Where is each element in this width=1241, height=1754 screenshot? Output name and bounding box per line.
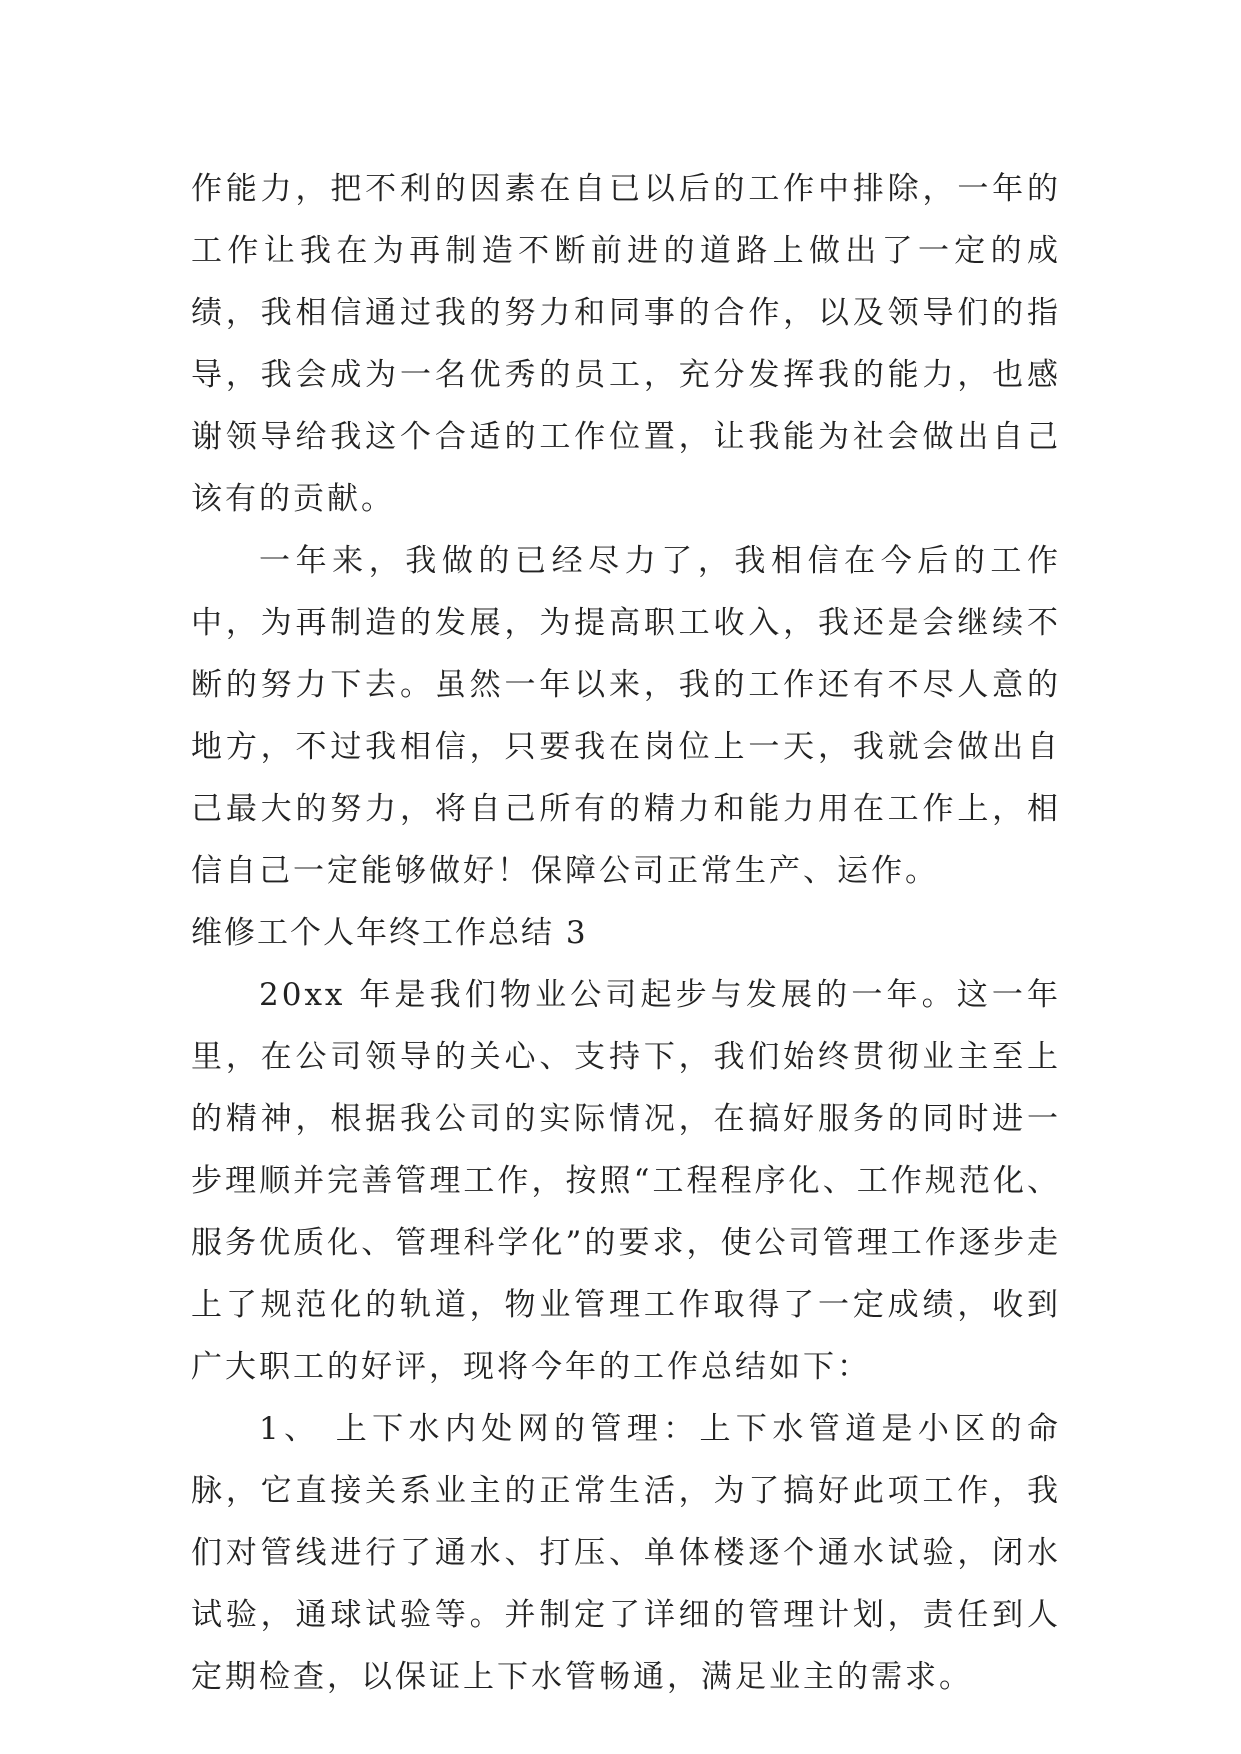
section-heading: 维修工个人年终工作总结 3: [191, 915, 588, 951]
document-body: [191, 158, 1061, 1708]
paragraph-effort: 一年来，我做的已经尽力了，我相信在今后的工作中，为再制造的发展，为提高职工收入，我还是会继续不断的努力下去。虽然一年以来，我的工作还有不尽人意的地方，不过我相信，只要我在岗位上一天，我就会做出自己最大的努力，将自己所有的精力和能力用在工作上，相信自己一定能够做好！保障公司正常生产、运作。: [191, 543, 1061, 889]
paragraph-continuation: 作能力，把不利的因素在自已以后的工作中排除，一年的工作让我在为再制造不断前进的道路上做出了一定的成绩，我相信通过我的努力和同事的合作，以及领导们的指导，我会成为一名优秀的员工，充分发挥我的能力，也感谢领导给我这个合适的工作位置，让我能为社会做出自己该有的贡献。: [191, 171, 1061, 517]
paragraph-item-1: 1、 上下水内处网的管理：上下水管道是小区的命脉，它直接关系业主的正常生活，为了搞好此项工作，我们对管线进行了通水、打压、单体楼逐个通水试验，闭水试验，通球试验等。并制定了详细的管理计划，责任到人定期检查，以保证上下水管畅通，满足业主的需求。: [191, 1411, 1061, 1695]
paragraph-intro: 20xx 年是我们物业公司起步与发展的一年。这一年里，在公司领导的关心、支持下，我们始终贯彻业主至上的精神，根据我公司的实际情况，在搞好服务的同时进一步理顺并完善管理工作，按照“工程程序化、工作规范化、服务优质化、管理科学化”的要求，使公司管理工作逐步走上了规范化的轨道，物业管理工作取得了一定成绩，收到广大职工的好评，现将今年的工作总结如下：: [191, 977, 1061, 1385]
